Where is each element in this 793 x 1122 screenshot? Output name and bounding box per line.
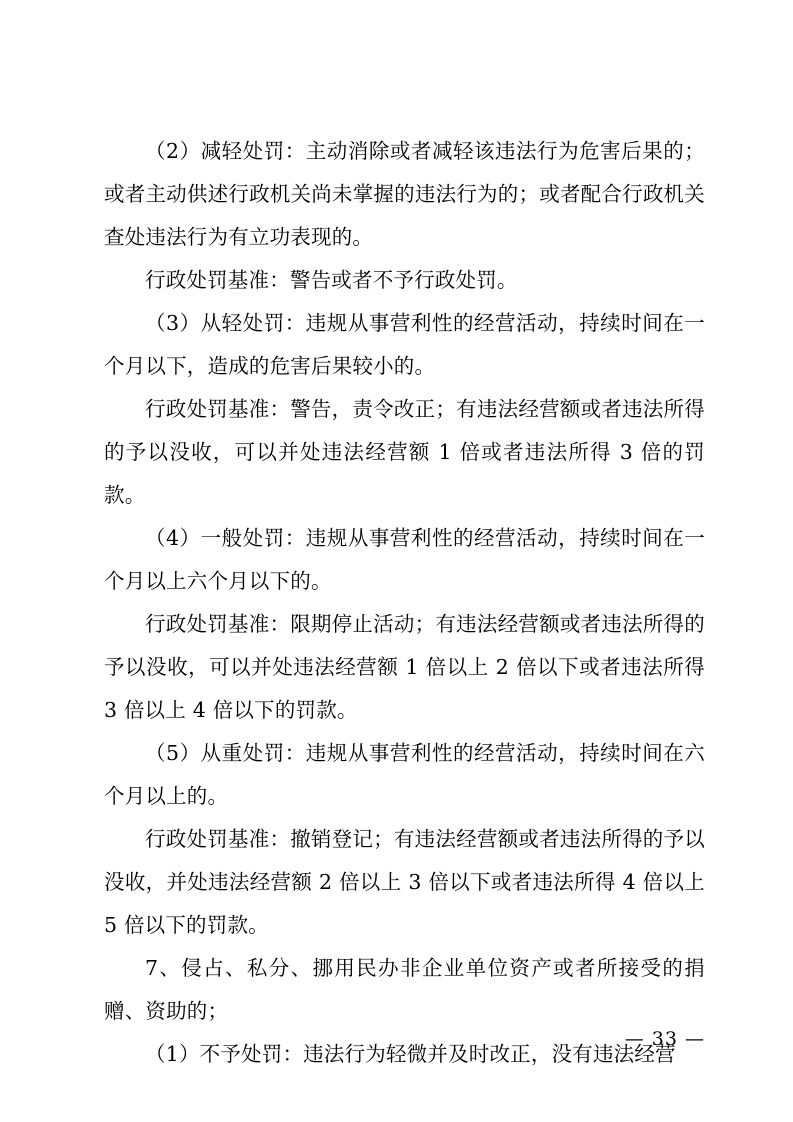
paragraph: 行政处罚基准：撤销登记；有违法经营额或者违法所得的予以没收，并处违法经营额 2 倍以上 3 倍以下或者违法所得 4 倍以上 5 倍以下的罚款。	[104, 827, 705, 937]
page-number: — 33 —	[624, 1028, 705, 1050]
paragraph: （3）从轻处罚：违规从事营利性的经营活动，持续时间在一个月以下，造成的危害后果较小的。	[104, 311, 705, 378]
paragraph: （1）不予处罚：违法行为轻微并及时改正，没有违法经营	[145, 1042, 676, 1066]
paragraph: （2）减轻处罚：主动消除或者减轻该违法行为危害后果的；或者主动供述行政机关尚未掌握的违法行为的；或者配合行政机关查处违法行为有立功表现的。	[104, 139, 705, 249]
paragraph: （4）一般处罚：违规从事营利性的经营活动，持续时间在一个月以上六个月以下的。	[104, 526, 705, 593]
paragraph: 7、侵占、私分、挪用民办非企业单位资产或者所接受的捐赠、资助的；	[104, 956, 705, 1023]
paragraph: 行政处罚基准：限期停止活动；有违法经营额或者违法所得的予以没收，可以并处违法经营额 1 倍以上 2 倍以下或者违法所得 3 倍以上 4 倍以下的罚款。	[104, 612, 705, 722]
document-body	[104, 130, 705, 1076]
paragraph: 行政处罚基准：警告，责令改正；有违法经营额或者违法所得的予以没收，可以并处违法经营额 1 倍或者违法所得 3 倍的罚款。	[104, 397, 705, 507]
paragraph: （5）从重处罚：违规从事营利性的经营活动，持续时间在六个月以上的。	[104, 741, 705, 808]
paragraph: 行政处罚基准：警告或者不予行政处罚。	[145, 268, 518, 292]
